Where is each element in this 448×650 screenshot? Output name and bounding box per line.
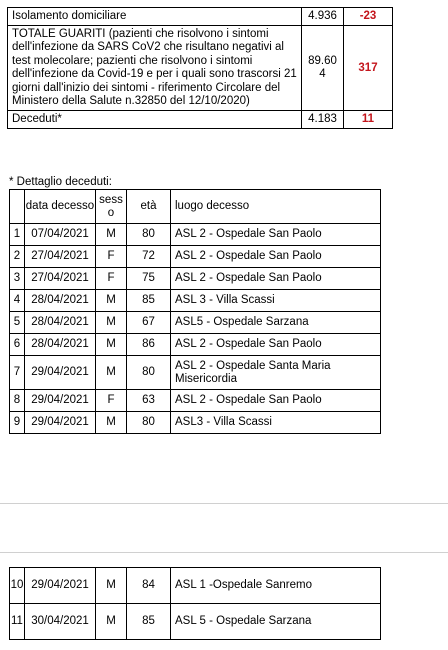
table-row (10, 390, 381, 412)
row-sex: M (96, 356, 127, 390)
row-index: 5 (10, 312, 25, 334)
row-index: 2 (10, 246, 25, 268)
row-sex: M (96, 290, 127, 312)
summary-row-guariti (8, 26, 393, 111)
row-sex: M (96, 224, 127, 246)
row-date: 28/04/2021 (25, 290, 96, 312)
row-index: 1 (10, 224, 25, 246)
summary-delta: 11 (344, 111, 393, 129)
table-row (10, 356, 381, 390)
row-date: 29/04/2021 (25, 356, 96, 390)
row-index: 3 (10, 268, 25, 290)
summary-value: 89.604 (302, 26, 344, 111)
header-age: età (127, 190, 171, 224)
row-age: 75 (127, 268, 171, 290)
table-row (10, 334, 381, 356)
table-row (10, 312, 381, 334)
row-place: ASL5 - Ospedale Sarzana (171, 312, 381, 334)
row-place: ASL 2 - Ospedale San Paolo (171, 246, 381, 268)
deaths-detail-title: * Dettaglio deceduti: (9, 176, 112, 188)
deaths-table-continued (9, 567, 381, 640)
row-place: ASL 2 - Ospedale San Paolo (171, 390, 381, 412)
row-age: 80 (127, 224, 171, 246)
row-place: ASL 2 - Ospedale San Paolo (171, 268, 381, 290)
row-place: ASL 2 - Ospedale San Paolo (171, 334, 381, 356)
row-sex: F (96, 246, 127, 268)
row-index: 4 (10, 290, 25, 312)
row-index: 11 (10, 604, 25, 640)
row-sex: M (96, 412, 127, 434)
row-sex: M (96, 312, 127, 334)
deaths-table (9, 189, 381, 434)
summary-table (7, 7, 393, 129)
row-date: 28/04/2021 (25, 312, 96, 334)
row-date: 29/04/2021 (25, 390, 96, 412)
row-place: ASL 3 - Villa Scassi (171, 290, 381, 312)
row-date: 27/04/2021 (25, 268, 96, 290)
row-sex: F (96, 390, 127, 412)
row-age: 72 (127, 246, 171, 268)
row-age: 85 (127, 604, 171, 640)
row-age: 67 (127, 312, 171, 334)
summary-label: Deceduti* (8, 111, 302, 129)
row-age: 80 (127, 412, 171, 434)
row-index: 7 (10, 356, 25, 390)
row-age: 63 (127, 390, 171, 412)
header-place: luogo decesso (171, 190, 381, 224)
row-date: 30/04/2021 (25, 604, 96, 640)
row-place: ASL 5 - Ospedale Sarzana (171, 604, 381, 640)
summary-delta: 317 (344, 26, 393, 111)
page-break (0, 503, 448, 553)
row-age: 85 (127, 290, 171, 312)
header-index (10, 190, 25, 224)
table-row (10, 290, 381, 312)
table-row (10, 412, 381, 434)
summary-row-deceduti (8, 111, 393, 129)
row-age: 84 (127, 568, 171, 604)
summary-label: Isolamento domiciliare (8, 8, 302, 26)
table-row (10, 268, 381, 290)
header-sex: sesso (96, 190, 127, 224)
row-sex: M (96, 334, 127, 356)
table-row (10, 224, 381, 246)
header-date: data decesso (25, 190, 96, 224)
row-sex: F (96, 268, 127, 290)
table-row (10, 246, 381, 268)
summary-delta: -23 (344, 8, 393, 26)
row-index: 10 (10, 568, 25, 604)
row-index: 9 (10, 412, 25, 434)
row-age: 80 (127, 356, 171, 390)
table-row (10, 568, 381, 604)
row-sex: M (96, 604, 127, 640)
row-place: ASL3 - Villa Scassi (171, 412, 381, 434)
deaths-header-row (10, 190, 381, 224)
row-index: 6 (10, 334, 25, 356)
row-index: 8 (10, 390, 25, 412)
row-sex: M (96, 568, 127, 604)
row-date: 27/04/2021 (25, 246, 96, 268)
table-row (10, 604, 381, 640)
row-date: 28/04/2021 (25, 334, 96, 356)
row-place: ASL 2 - Ospedale San Paolo (171, 224, 381, 246)
row-date: 07/04/2021 (25, 224, 96, 246)
summary-row-isolamento (8, 8, 393, 26)
summary-label: TOTALE GUARITI (pazienti che risolvono i sintomi dell'infezione da SARS CoV2 che risultano negativi al test molecolare; pazienti che risolvono i sintomi dell'infezione da Covid-19 e per i quali sono trascorsi 21 giorni dall'inizio dei sintomi - riferimento Circolare del Ministero della Salute n.32850 del 12/10/2020) (8, 26, 302, 111)
row-place: ASL 1 -Ospedale Sanremo (171, 568, 381, 604)
row-place: ASL 2 - Ospedale Santa Maria Misericordia (171, 356, 381, 390)
summary-value: 4.936 (302, 8, 344, 26)
row-date: 29/04/2021 (25, 412, 96, 434)
row-date: 29/04/2021 (25, 568, 96, 604)
summary-value: 4.183 (302, 111, 344, 129)
row-age: 86 (127, 334, 171, 356)
